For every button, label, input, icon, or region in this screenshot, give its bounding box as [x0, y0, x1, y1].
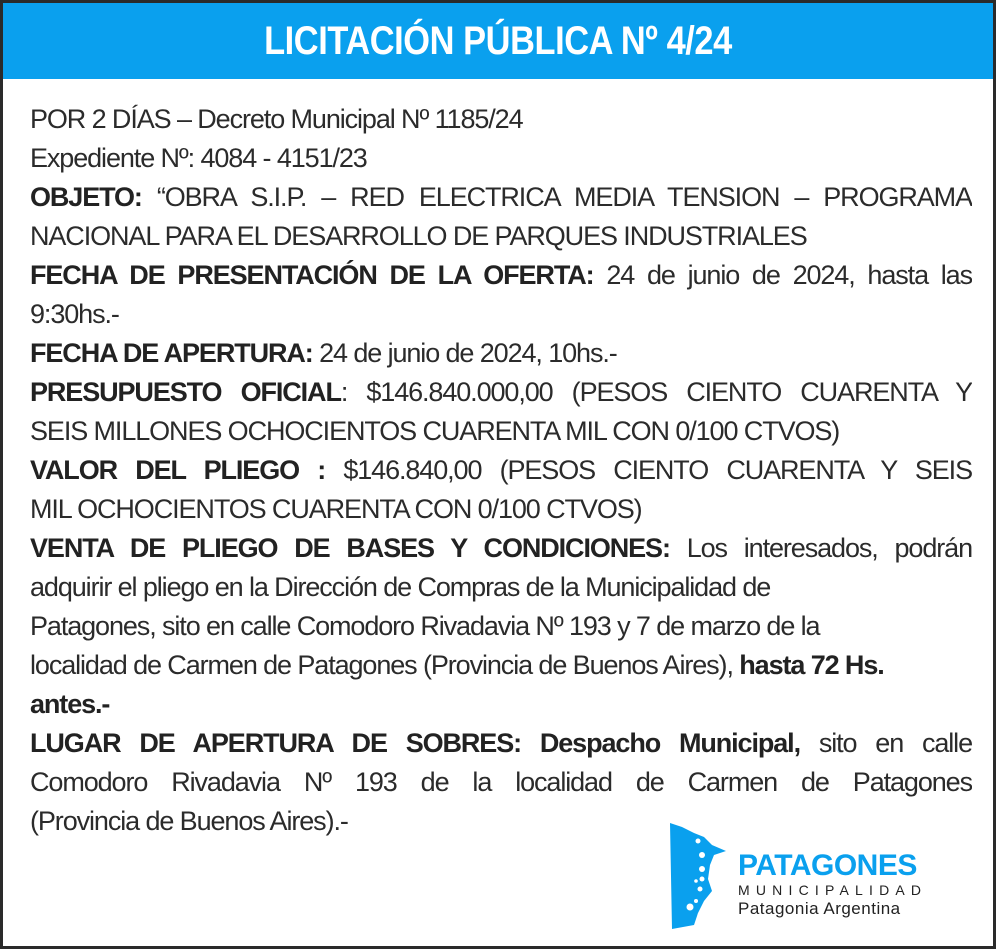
- logo-tagline: Patagonia Argentina: [738, 899, 901, 918]
- notice-body: [30, 100, 972, 841]
- text: Comodoro Rivadavia Nº 193 de la localidad de Carmen de Patagones: [30, 767, 972, 797]
- text-line: [30, 295, 972, 334]
- bold-text: VALOR DEL PLIEGO :: [30, 455, 326, 485]
- text-line: [30, 451, 972, 490]
- notice-title: LICITACIÓN PÚBLICA Nº 4/24: [264, 18, 732, 63]
- bold-text: OBJETO:: [30, 182, 142, 212]
- text: MIL OCHOCIENTOS CUARENTA CON 0/100 CTVOS): [30, 494, 642, 524]
- bold-text: PRESUPUESTO OFICIAL: [30, 377, 341, 407]
- text-line: [30, 178, 972, 217]
- text: localidad de Carmen de Patagones (Provincia de Buenos Aires),: [30, 650, 740, 680]
- text: $146.840,00 (PESOS CIENTO CUARENTA Y SEIS: [325, 455, 972, 485]
- text: NACIONAL PARA EL DESARROLLO DE PARQUES INDUSTRIALES: [30, 221, 807, 251]
- text-line: [30, 763, 972, 802]
- text: 24 de junio de 2024, 10hs.-: [312, 338, 617, 368]
- text-line: [30, 139, 972, 178]
- text-line: [30, 646, 972, 685]
- text-line: [30, 100, 972, 139]
- text: adquirir el pliego en la Dirección de Compras de la Municipalidad de: [30, 572, 771, 602]
- bold-text: FECHA DE PRESENTACIÓN DE LA OFERTA:: [30, 260, 594, 290]
- text: (Provincia de Buenos Aires).-: [30, 806, 348, 836]
- text-line: [30, 490, 972, 529]
- text-line: [30, 373, 972, 412]
- text-line: [30, 529, 972, 568]
- logo-sub: MUNICIPALIDAD: [738, 882, 928, 898]
- patagones-map-icon: [668, 821, 732, 931]
- text-line: [30, 607, 972, 646]
- text: Los interesados, podrán: [669, 533, 972, 563]
- text: Patagones, sito en calle Comodoro Rivadavia Nº 193 y 7 de marzo de la: [30, 611, 820, 641]
- patagones-logo: [668, 821, 938, 931]
- text: SEIS MILLONES OCHOCIENTOS CUARENTA MIL CON 0/100 CTVOS): [30, 416, 840, 446]
- text-line: [30, 217, 972, 256]
- text-line: [30, 724, 972, 763]
- text-line: [30, 256, 972, 295]
- text: “OBRA S.I.P. – RED ELECTRICA MEDIA TENSION – PROGRAMA: [141, 182, 972, 212]
- text-line: [30, 568, 972, 607]
- text: 24 de junio de 2024, hasta las: [593, 260, 972, 290]
- text: Expediente Nº: 4084 - 4151/23: [30, 143, 367, 173]
- text-line: [30, 685, 972, 724]
- text: POR 2 DÍAS – Decreto Municipal Nº 1185/24: [30, 104, 523, 134]
- notice-header: [3, 3, 993, 79]
- text: 9:30hs.-: [30, 299, 119, 329]
- text: sito en calle: [799, 728, 972, 758]
- logo-name: PATAGONES: [738, 849, 917, 882]
- bold-text: FECHA DE APERTURA:: [30, 338, 313, 368]
- text: : $146.840.000,00 (PESOS CIENTO CUARENTA Y: [340, 377, 972, 407]
- bold-text: hasta 72 Hs.: [739, 650, 884, 680]
- bold-text: VENTA DE PLIEGO DE BASES Y CONDICIONES:: [30, 533, 670, 563]
- text-line: [30, 412, 972, 451]
- bold-text: LUGAR DE APERTURA DE SOBRES: Despacho Municipal,: [30, 728, 800, 758]
- text-line: [30, 334, 972, 373]
- bold-text: antes.-: [30, 689, 110, 719]
